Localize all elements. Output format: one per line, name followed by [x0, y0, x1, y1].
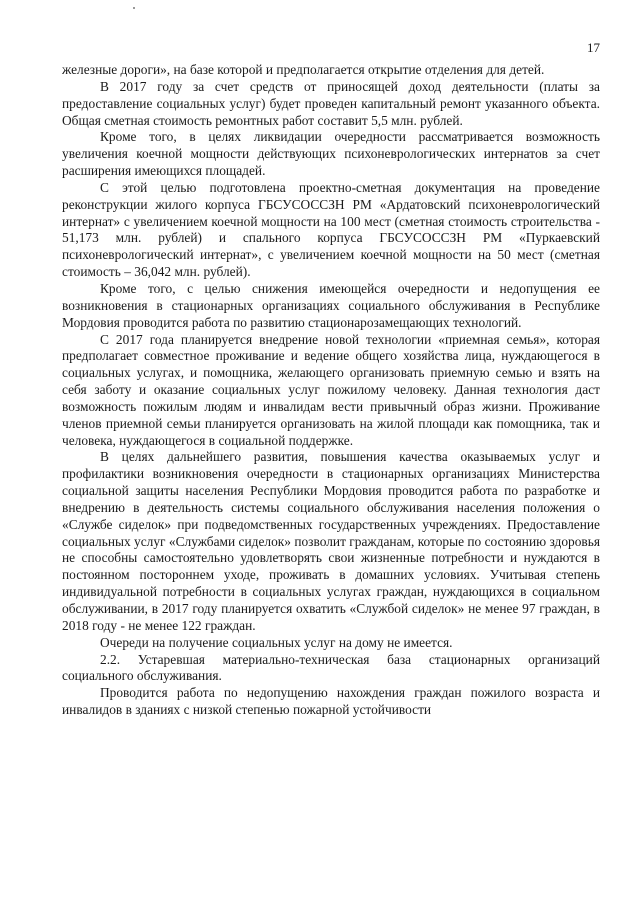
paragraph-5: Кроме того, с целью снижения имеющейся очередности и недопущения ее возникновения в стационарных организациях социального обслуживания в Республике Мордовия проводится работа по развитию стационарозамещающих технологий. [62, 280, 600, 330]
paragraph-1: железные дороги», на базе которой и предполагается открытие отделения для детей. [62, 62, 545, 77]
paragraph-4: С этой целью подготовлена проектно-сметная документация на проведение реконструкции жилого корпуса ГБСУСОССЗН РМ «Ардатовский психоневрологический интернат» с увеличением коечной мощности на 100 мест (сметная стоимость строительства - 51,173 млн. рублей) и спального корпуса ГБСУСОССЗН РМ «Пуркаевский психоневрологический интернат», с увеличением коечной мощности на 50 мест (сметная стоимость – 36,042 млн. рублей). [62, 179, 600, 280]
scan-artifact [133, 7, 135, 9]
paragraph-10: Проводится работа по недопущению нахождения граждан пожилого возраста и инвалидов в зданиях с низкой степенью пожарной устойчивости [62, 685, 600, 718]
page-number: 17 [587, 40, 600, 55]
section-heading-2-2: 2.2. Устаревшая материально-техническая база стационарных организаций социального обслуживания. [62, 651, 600, 684]
body-text [62, 62, 600, 719]
paragraph-6: С 2017 года планируется внедрение новой технологии «приемная семья», которая предполагает совместное проживание и ведение общего хозяйства лица, нуждающегося в социальных услугах, и помощника, желающего организовать приемную семью и взять на себя заботу и оказание социальных услуг пожилому человеку. Данная технология даст возможность пожилым людям и инвалидам вести привычный образ жизни. Проживание членов приемной семьи планируется организовать на жилой площади как помощника, так и человека, нуждающегося в социальной поддержке. [62, 331, 600, 448]
paragraph-8: Очереди на получение социальных услуг на дому не имеется. [100, 634, 453, 650]
paragraph-7: В целях дальнейшего развития, повышения качества оказываемых услуг и профилактики возникновения очередности в стационарных организациях Министерства социальной защиты населения Республики Мордовия проводится работа по разработке и внедрению в деятельность системы социального обслуживания населения положения о «Службе сиделок» при подведомственных государственных учреждениях. Предоставление социальных услуг «Службами сиделок» позволит гражданам, которые по состоянию здоровья не способны самостоятельно удовлетворять свои жизненные потребности и нуждаются в постоянном постороннем уходе, проживать в домашних условиях. Учитывая степень индивидуальной потребности в социальных услугах граждан, нуждающихся в социальном обслуживании, в 2017 году планируется охватить «Службой сиделок» не менее 97 граждан, в 2018 году - не менее 122 граждан. [62, 449, 601, 633]
paragraph-2: В 2017 году за счет средств от приносящей доход деятельности (платы за предоставление социальных услуг) будет проведен капитальный ремонт указанного объекта. Общая сметная стоимость ремонтных работ составит 5,5 млн. рублей. [62, 78, 600, 128]
paragraph-3: Кроме того, в целях ликвидации очередности рассматривается возможность увеличения коечной мощности действующих психоневрологических интернатов за счет расширения имеющихся площадей. [62, 129, 600, 179]
